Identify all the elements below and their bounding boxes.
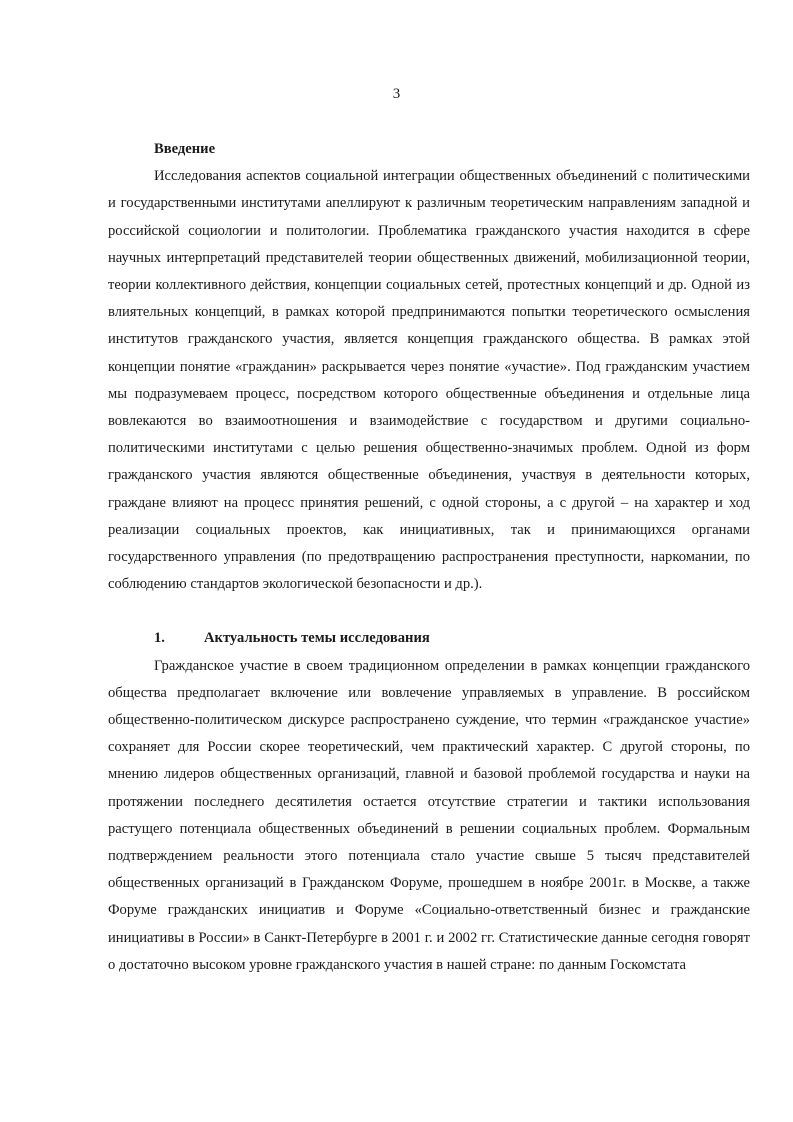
section-paragraph: Гражданское участие в своем традиционном определении в рамках концепции гражданского общества предполагает включение или вовлечение управляемых в управление. В российском общественно-политическом дискурсе распространено суждение, что термин «гражданское участие» сохраняет для России скорее теоретический, чем практический характер. С другой стороны, по мнению лидеров общественных организаций, главной и базовой проблемой государства и науки на протяжении последнего десятилетия остается отсутствие стратегии и тактики использования растущего потенциала общественных объединений в решении социальных проблем. Формальным подтверждением реальности этого потенциала стало участие свыше 5 тысяч представителей общественных организаций в Гражданском Форуме, прошедшем в ноябре 2001г. в Москве, а также Форуме гражданских инициатив и Форуме «Социально-ответственный бизнес и гражданские инициативы в России» в Санкт-Петербурге в 2001 г. и 2002 гг. Статистические данные сегодня говорят о достаточно высоком уровне гражданского участия в нашей стране: по данным Госкомстата [108,657,750,973]
intro-paragraph: Исследования аспектов социальной интеграции общественных объединений с политическими и государственными институтами апеллируют к различным теоретическим направлениям западной и российской социологии и политологии. Проблематика гражданского участия находится в сфере научных интерпретаций представителей теории общественных движений, мобилизационной теории, теории коллективного действия, концепции социальных сетей, протестных концепций и др. Одной из влиятельных концепций, в рамках которой предпринимаются попытки теоретического осмысления институтов гражданского участия, является концепция гражданского общества. В рамках этой концепции понятие «гражданин» раскрывается через понятие «участие». Под гражданским участием мы подразумеваем процесс, посредством которого общественные объединения и отдельные лица вовлекаются во взаимоотношения и взаимодействие с государством и другими социально-политическими институтами с целью решения общественно-значимых проблем. Одной из форм гражданского участия являются общественные объединения, участвуя в деятельности которых, граждане влияют на процесс принятия решений, с одной стороны, а с другой – на характер и ход реализации социальных проектов, как инициативных, так и принимающихся органами государственного управления (по предотвращению распространения преступности, наркомании, по соблюдению стандартов экологической безопасности и др.). [108,168,750,593]
section-title: Актуальность темы исследования [204,630,430,647]
section-heading [108,625,750,652]
section-number: 1. [154,630,165,647]
intro-heading: Введение [154,141,216,157]
document-body [108,136,750,979]
page-number: 3 [392,86,401,102]
